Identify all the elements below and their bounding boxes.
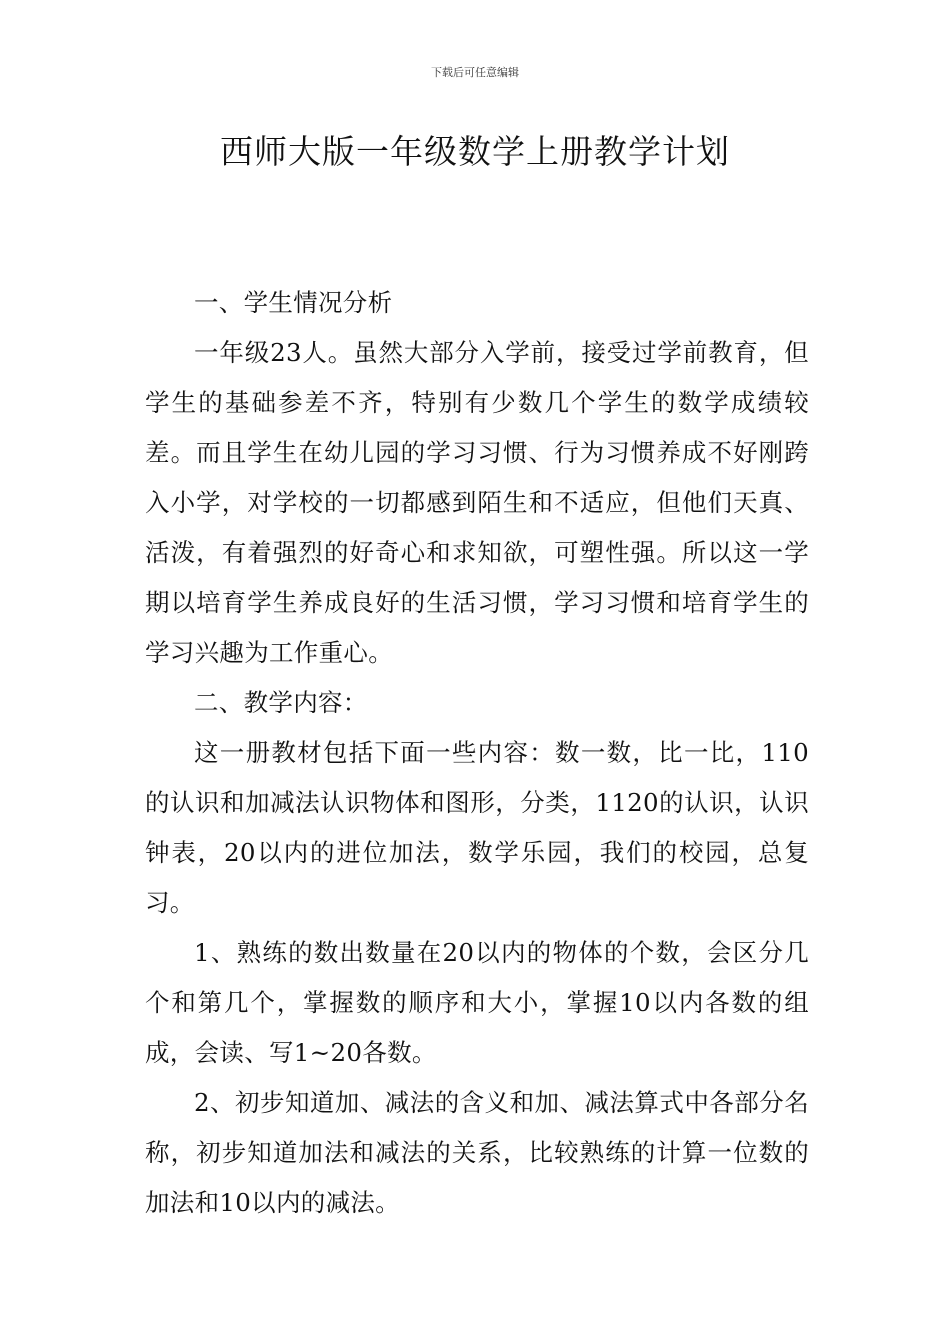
paragraph-goal-1: 1、熟练的数出数量在20以内的物体的个数，会区分几个和第几个，掌握数的顺序和大小，掌握10以内各数的组成，会读、写1~20各数。: [145, 938, 809, 1067]
paragraph-goal-2: 2、初步知道加、减法的含义和加、减法算式中各部分名称，初步知道加法和减法的关系，比较熟练的计算一位数的加法和10以内的减法。: [145, 1088, 809, 1217]
paragraph-teaching-content: 这一册教材包括下面一些内容：数一数，比一比，110的认识和加减法认识物体和图形，分类，1120的认识，认识钟表，20以内的进位加法，数学乐园，我们的校园，总复习。: [145, 738, 809, 917]
section-heading-student-analysis: 一、学生情况分析: [194, 288, 393, 317]
document-body: [145, 278, 809, 1228]
paragraph-student-analysis: 一年级23人。虽然大部分入学前，接受过学前教育，但学生的基础参差不齐，特别有少数几个学生的数学成绩较差。而且学生在幼儿园的学习习惯、行为习惯养成不好刚跨入小学，对学校的一切都感到陌生和不适应，但他们天真、活泼，有着强烈的好奇心和求知欲，可塑性强。所以这一学期以培育学生养成良好的生活习惯，学习习惯和培育学生的学习兴趣为工作重心。: [145, 338, 809, 667]
section-heading-teaching-content: 二、教学内容：: [194, 688, 368, 717]
header-note: 下载后可任意编辑: [431, 66, 519, 79]
document-title: 西师大版一年级数学上册教学计划: [220, 132, 730, 171]
